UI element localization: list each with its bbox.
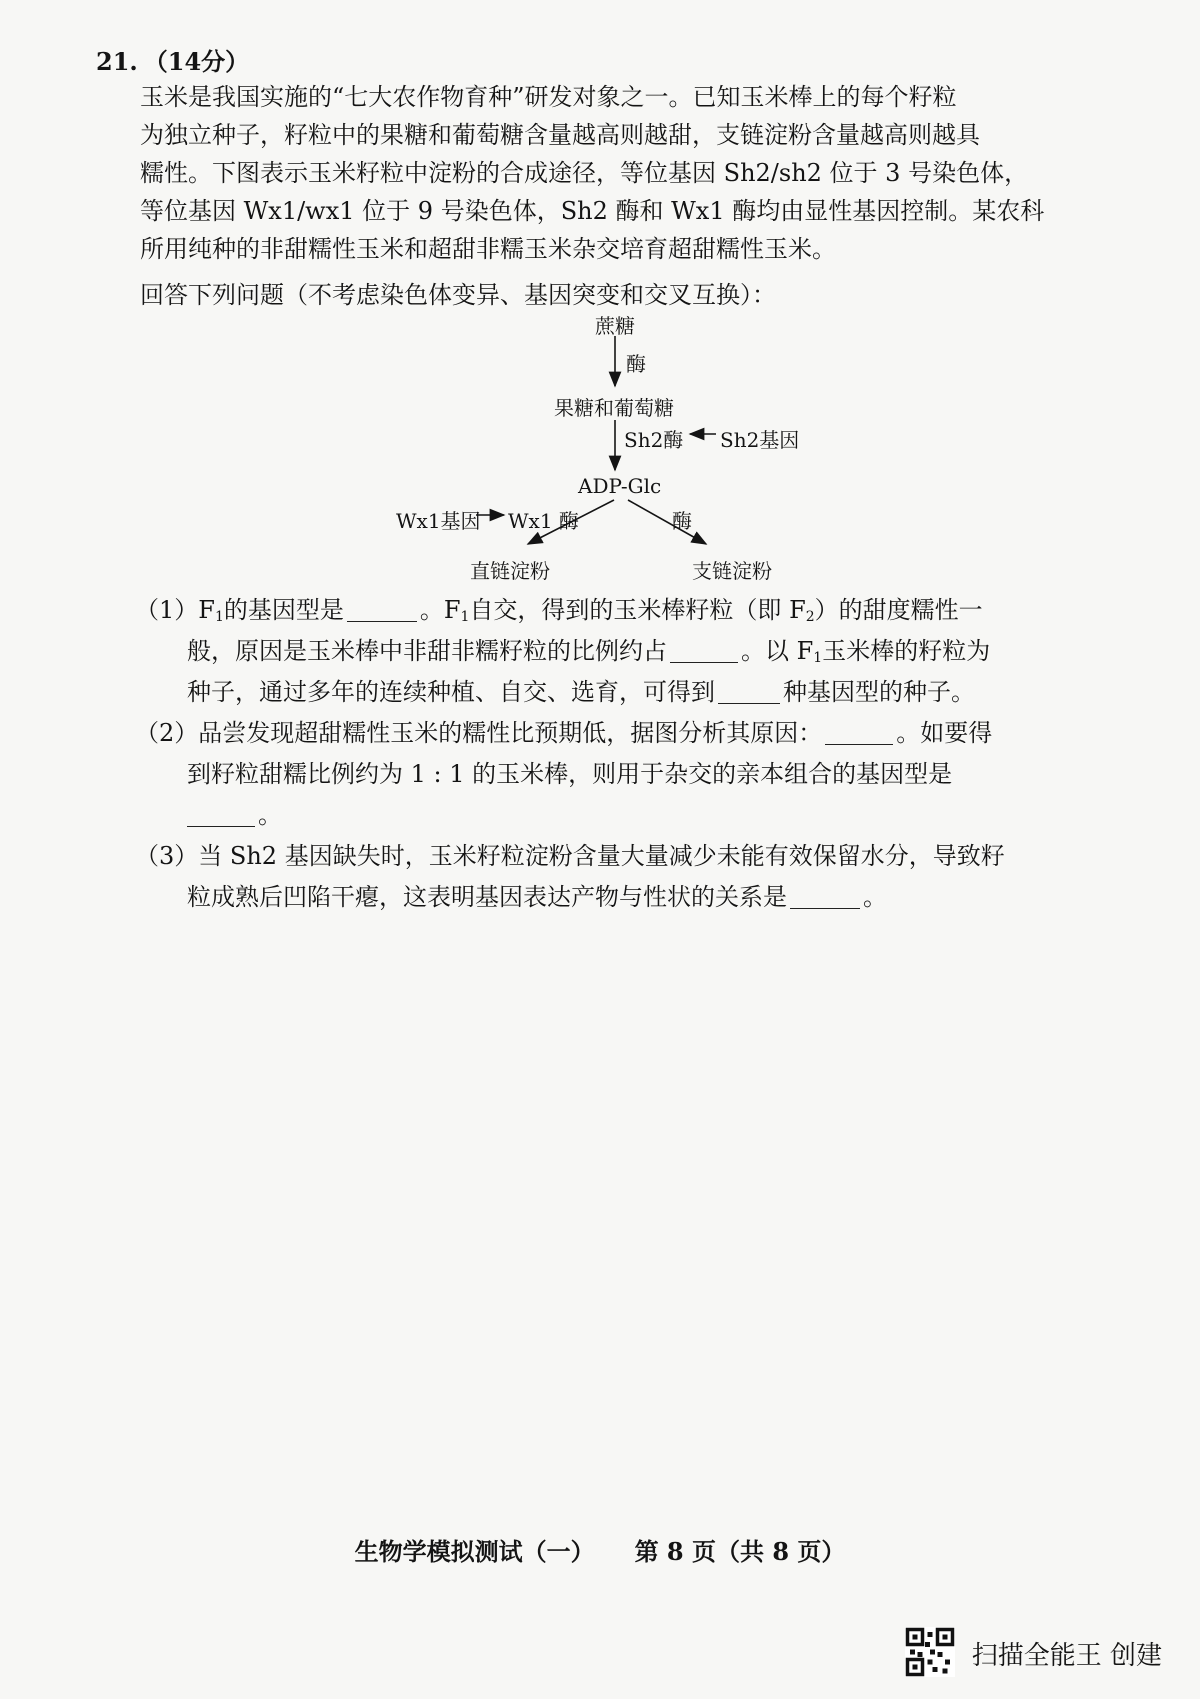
label-wx1-gene: Wx1基因 xyxy=(396,509,481,533)
q1-text-f1: 。F xyxy=(419,596,461,624)
node-sucrose: 蔗糖 xyxy=(595,314,635,338)
subquestion-1-number: （1） xyxy=(135,596,199,624)
subquestion-3-line-1 xyxy=(135,836,1080,877)
arrow-adpglc-to-amylopectin xyxy=(628,500,706,544)
q2-text-end: 。 xyxy=(258,801,282,829)
label-enzyme-2: 酶 xyxy=(672,509,692,533)
exam-title: 生物学模拟测试（一） xyxy=(354,1537,595,1566)
q2-text-taste: 品尝发现超甜糯性玉米的糯性比预期低，据图分析其原因： xyxy=(198,719,823,747)
intro-line-5: 所用纯种的非甜糯性玉米和超甜非糯玉米杂交培育超甜糯性玉米。 xyxy=(140,235,836,263)
q1-sub-3: 2 xyxy=(805,609,815,625)
label-sh2-enzyme: Sh2酶 xyxy=(624,428,684,452)
subquestion-2-line-3 xyxy=(135,795,1080,836)
q1-text-selfing: 自交，得到的玉米棒籽粒（即 F xyxy=(469,596,806,624)
question-points: （14分） xyxy=(143,47,250,76)
subquestion-1 xyxy=(135,590,1080,713)
answer-blank-1[interactable] xyxy=(347,597,417,622)
intro-line-2: 为独立种子，籽粒中的果糖和葡萄糖含量越高则越甜，支链淀粉含量越高则越具 xyxy=(140,121,980,149)
starch-pathway-diagram xyxy=(0,0,1200,583)
node-adp-glc: ADP-Glc xyxy=(578,474,662,498)
label-wx1-enzyme: Wx1 酶 xyxy=(508,509,579,533)
subquestion-1-line-2 xyxy=(135,631,1080,672)
answer-blank-3[interactable] xyxy=(718,679,780,704)
subquestion-3-line-2 xyxy=(135,877,1080,918)
q3-text-end: 。 xyxy=(863,883,887,911)
subquestion-2-number: （2） xyxy=(135,719,199,747)
question-number-label: 21. xyxy=(96,47,138,76)
intro-line-4: 等位基因 Wx1/wx1 位于 9 号染色体，Sh2 酶和 Wx1 酶均由显性基因控制。某农科 xyxy=(140,197,1045,225)
q1-text-seeds: 玉米棒的籽粒为 xyxy=(822,637,991,665)
q1-text-genotype: 的基因型是 xyxy=(223,596,344,624)
subquestion-2-line-2: 到籽粒甜糯比例约为 1 : 1 的玉米棒，则用于杂交的亲本组合的基因型是 xyxy=(187,760,953,788)
q1-text-f1-seeds: 。以 F xyxy=(741,637,814,665)
q1-sub-4: 1 xyxy=(813,650,823,666)
answer-blank-5[interactable] xyxy=(187,802,255,827)
subquestion-1-line-1 xyxy=(135,590,1080,631)
q3-text-relation: 粒成熟后凹陷干瘪，这表明基因表达产物与性状的关系是 xyxy=(187,883,787,911)
node-amylopectin: 支链淀粉 xyxy=(692,559,772,583)
qr-code-icon xyxy=(905,1627,955,1677)
intro-line-1: 玉米是我国实施的“七大农作物育种”研发对象之一。已知玉米棒上的每个籽粒 xyxy=(140,83,957,111)
q1-text-breeding: 种子，通过多年的连续种植、自交、选育，可得到 xyxy=(187,678,715,706)
answer-blank-4[interactable] xyxy=(825,720,893,745)
node-fructose-glucose: 果糖和葡萄糖 xyxy=(554,396,674,420)
question-prompt: 回答下列问题（不考虑染色体变异、基因突变和交叉互换）： xyxy=(140,281,776,309)
subquestion-2 xyxy=(135,713,1080,836)
subquestion-2-line-1 xyxy=(135,713,1080,754)
answer-blank-6[interactable] xyxy=(790,884,860,909)
intro-line-3: 糯性。下图表示玉米籽粒中淀粉的合成途径，等位基因 Sh2/sh2 位于 3 号染色体， xyxy=(140,159,1029,187)
subquestion-3-number: （3） xyxy=(135,842,199,870)
answer-blank-2[interactable] xyxy=(670,638,738,663)
q2-text-obtain: 。如要得 xyxy=(896,719,993,747)
scanner-watermark: 扫描全能王 创建 xyxy=(971,1641,1162,1671)
q1-text-sweetness: ）的甜度糯性一 xyxy=(814,596,983,624)
node-amylose: 直链淀粉 xyxy=(470,559,550,583)
q1-text-genotypes: 种基因型的种子。 xyxy=(783,678,975,706)
q1-sub-1: 1 xyxy=(214,609,224,625)
q3-text-sh2: 当 Sh2 基因缺失时，玉米籽粒淀粉含量大量减少未能有效保留水分，导致籽 xyxy=(198,842,1005,870)
q1-sub-2: 1 xyxy=(460,609,470,625)
page-number: 第 8 页（共 8 页） xyxy=(634,1537,846,1566)
label-enzyme-1: 酶 xyxy=(626,352,646,376)
q1-text-f: F xyxy=(198,596,215,624)
subquestion-3 xyxy=(135,836,1080,918)
label-sh2-gene: Sh2基因 xyxy=(720,428,800,452)
page-footer xyxy=(0,1532,1200,1567)
subquestion-1-line-3 xyxy=(135,672,1080,713)
q1-text-reason: 般，原因是玉米棒中非甜非糯籽粒的比例约占 xyxy=(187,637,667,665)
